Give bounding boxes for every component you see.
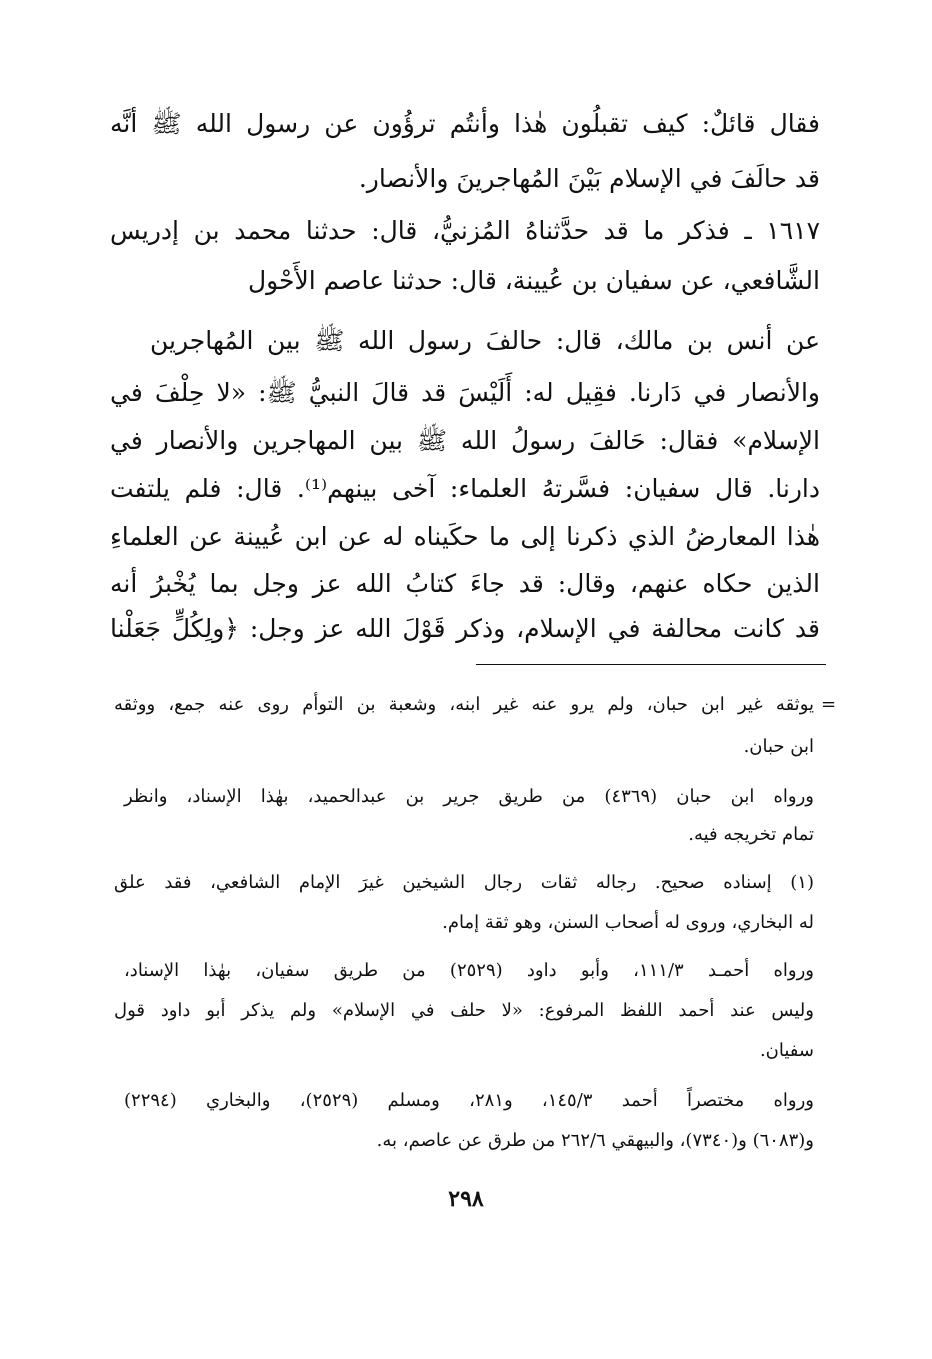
- footnote-line: ورواه أحمـد ١١١/٣، وأبو داود (٢٥٢٩) من طريق سفيان، بهٰذا الإسناد،: [124, 960, 814, 981]
- footnote-line: يوثقه غير ابن حبان، ولم يرو عنه غير ابنه، وشعبة بن التوأم روى عنه جمع، ووثقه: [114, 694, 814, 715]
- main-text-line: فقال قائلٌ: كيف تقبلُون هٰذا وأنتُم ترؤُون عن رسول الله ﷺ أنَّه: [110, 109, 820, 138]
- footnote-line: وليس عند أحمد اللفظ المرفوع: «لا حلف في الإسلام» ولم يذكر أبو داود قول: [114, 1000, 814, 1021]
- main-text-line: قد كانت محالفة في الإسلام، وذكر قَوْلَ الله عز وجل: ﴿ولِكُلٍّ جَعَلْنا: [110, 614, 820, 643]
- footnote-separator: [476, 664, 826, 665]
- footnote-line: ورواه ابن حبان (٤٣٦٩) من طريق جرير بن عبدالحميد، بهٰذا الإسناد، وانظر: [124, 786, 814, 807]
- footnote-line: سفيان.: [759, 1040, 814, 1061]
- footnote-line: تمام تخريجه فيه.: [688, 824, 814, 845]
- main-text-line: الإسلام» فقال: حَالفَ رسولُ الله ﷺ بين المهاجرين والأنصار في: [110, 426, 820, 455]
- main-text-line: الشَّافعي، عن سفيان بن عُيينة، قال: حدثنا عاصم الأَحْول: [247, 266, 820, 295]
- footnote-line: له البخاري، وروى له أصحاب السنن، وهو ثقة إمام.: [442, 912, 814, 933]
- footnote-line: (١) إسناده صحيح. رجاله ثقات رجال الشيخين غيرَ الإمام الشافعي، فقد علق: [114, 872, 814, 893]
- footnote-continuation-marker: =: [821, 694, 837, 715]
- page-number: ٢٩٨: [448, 1186, 484, 1212]
- main-text-line: قد حالَفَ في الإسلام بَيْنَ المُهاجرينَ والأنصار.: [358, 164, 820, 193]
- main-text-line: عن أنس بن مالك، قال: حالفَ رسول الله ﷺ بين المُهاجرين: [150, 326, 820, 355]
- main-text-line: دارنا. قال سفيان: فسَّرتهُ العلماء: آخى بينهم⁽¹⁾. قال: فلم يلتفت: [110, 474, 820, 503]
- main-text-line: ١٦١٧ ـ فذكر ما قد حدَّثناهُ المُزنيُّ، قال: حدثنا محمد بن إدريس: [110, 216, 820, 245]
- main-text-line: هٰذا المعارضُ الذي ذكرنا إلى ما حكَيناه له عن ابن عُيينة عن العلماءِ: [110, 522, 820, 551]
- footnote-line: ابن حبان.: [743, 736, 814, 757]
- main-text-line: والأنصار في دَارنا. فقِيل له: أَلَيْسَ قد قالَ النبيُّ ﷺ: «لا حِلْفَ في: [110, 378, 820, 407]
- main-text-line: الذين حكاه عنهم، وقال: قد جاءَ كتابُ الله عز وجل بما يُخْبرُ أنه: [110, 569, 820, 598]
- footnote-line: و(٦٠٨٣) و(٧٣٤٠)، والبيهقي ٢٦٢/٦ من طرق عن عاصم، به.: [376, 1130, 814, 1151]
- footnote-line: ورواه مختصراً أحمد ١٤٥/٣، و٢٨١، ومسلم (٢٥٢٩)، والبخاري (٢٢٩٤): [124, 1090, 814, 1111]
